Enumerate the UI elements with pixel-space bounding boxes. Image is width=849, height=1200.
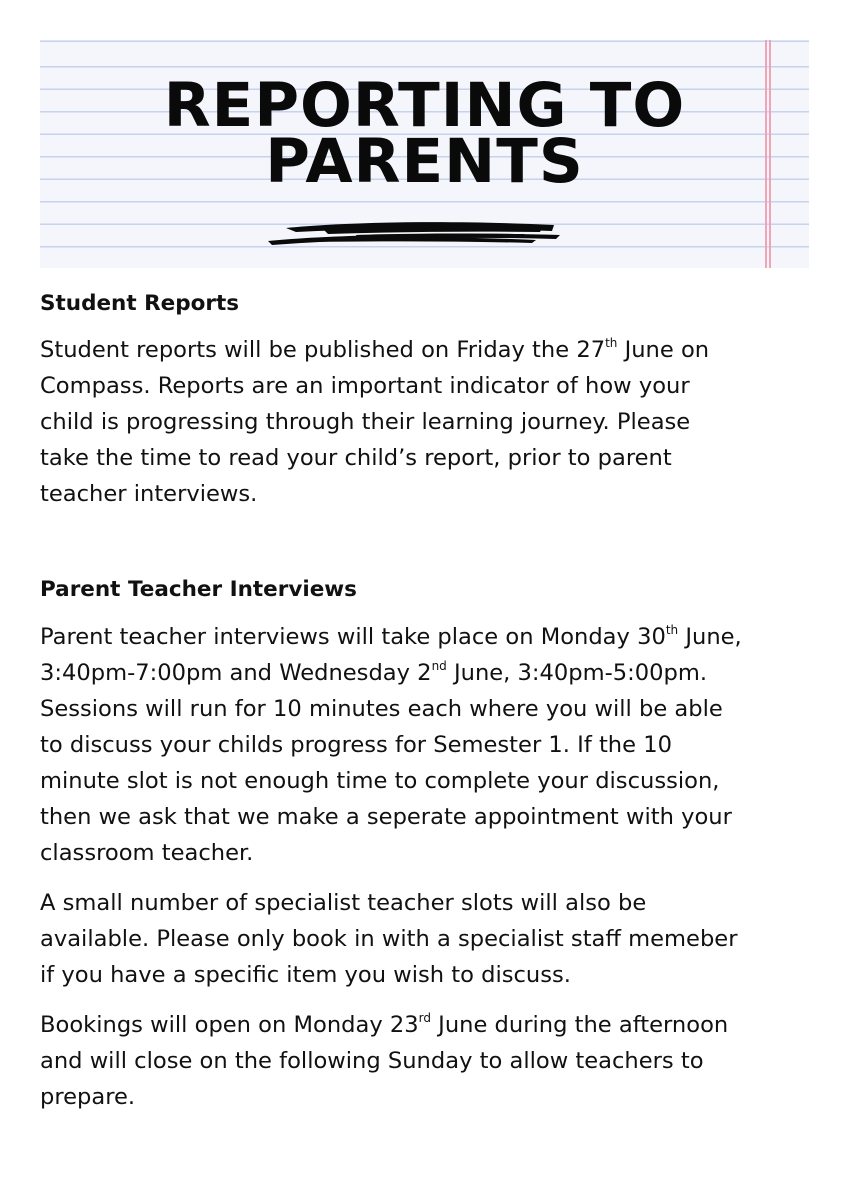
interviews-paragraph bbox=[40, 619, 830, 871]
student-reports-paragraph bbox=[40, 332, 830, 512]
student-reports-heading: Student Reports bbox=[40, 291, 240, 316]
paragraph-line: and will close on the following Sunday to allow teachers to bbox=[40, 1048, 704, 1074]
page-title bbox=[40, 70, 809, 197]
paragraph-line: if you have a specific item you wish to discuss. bbox=[40, 962, 571, 988]
paragraph-line: Student reports will be published on Friday the 27th June on bbox=[40, 336, 710, 363]
paragraph-line: A small number of specialist teacher slots will also be bbox=[40, 890, 647, 916]
paragraph-line: 3:40pm-7:00pm and Wednesday 2nd June, 3:40pm-5:00pm. bbox=[40, 659, 708, 686]
paragraph-line: classroom teacher. bbox=[40, 840, 254, 866]
notebook-banner bbox=[40, 40, 809, 268]
paragraph-line: to discuss your childs progress for Semester 1. If the 10 bbox=[40, 732, 672, 758]
parent-teacher-interviews-heading: Parent Teacher Interviews bbox=[40, 577, 357, 602]
document-body bbox=[40, 286, 830, 1115]
paragraph-line: teacher interviews. bbox=[40, 481, 258, 507]
title-line-2: PARENTS bbox=[265, 126, 584, 197]
title-line-1: REPORTING TO bbox=[163, 70, 686, 141]
bookings-paragraph bbox=[40, 1007, 830, 1115]
paragraph-line: Parent teacher interviews will take place on Monday 30th June, bbox=[40, 623, 742, 650]
paragraph-line: Bookings will open on Monday 23rd June during the afternoon bbox=[40, 1011, 729, 1038]
paragraph-line: prepare. bbox=[40, 1084, 136, 1110]
paragraph-line: take the time to read your child’s report, prior to parent bbox=[40, 445, 672, 471]
paragraph-line: then we ask that we make a seperate appointment with your bbox=[40, 804, 732, 830]
specialist-slots-paragraph bbox=[40, 885, 830, 993]
paragraph-line: minute slot is not enough time to complete your discussion, bbox=[40, 768, 720, 794]
paragraph-line: Compass. Reports are an important indicator of how your bbox=[40, 373, 690, 399]
paragraph-line: available. Please only book in with a specialist staff memeber bbox=[40, 926, 738, 952]
paragraph-line: child is progressing through their learning journey. Please bbox=[40, 409, 691, 435]
paragraph-line: Sessions will run for 10 minutes each where you will be able bbox=[40, 696, 723, 722]
brush-stroke-underline bbox=[266, 216, 560, 248]
